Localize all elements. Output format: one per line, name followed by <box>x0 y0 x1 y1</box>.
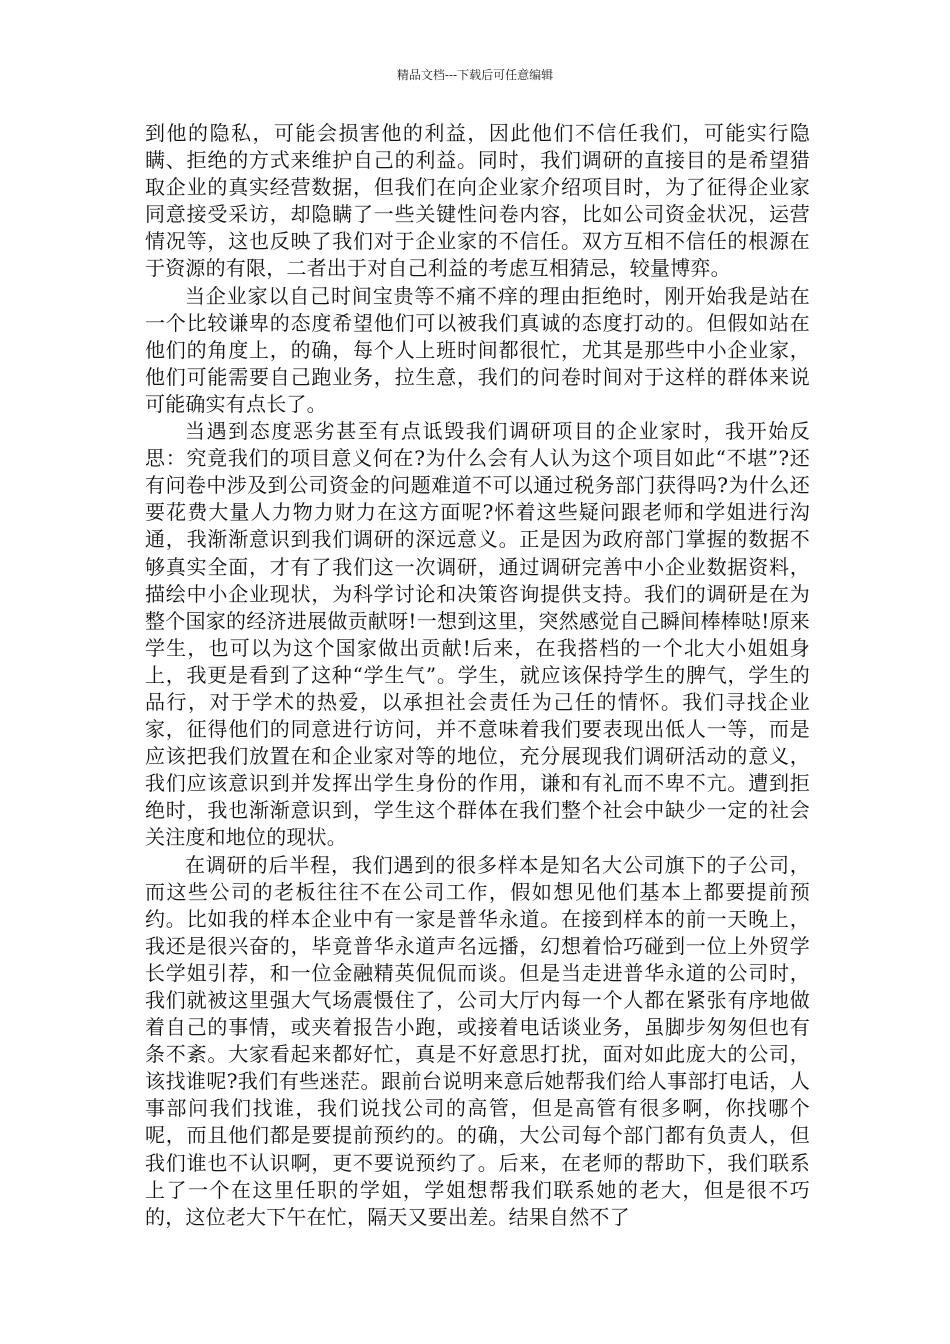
paragraph: 在调研的后半程，我们遇到的很多样本是知名大公司旗下的子公司，而这些公司的老板往往不在公司工作，假如想见他们基本上都要提前预约。比如我的样本企业中有一家是普华永道。在接到样本的前一天晚上，我还是很兴奋的，毕竟普华永道声名远播，幻想着恰巧碰到一位上外贸学长学姐引荐，和一位金融精英侃侃而谈。但是当走进普华永道的公司时，我们就被这里强大气场震慑住了，公司大厅内每一个人都在紧张有序地做着自己的事情，或夹着报告小跑，或接着电话谈业务，虽脚步匆匆但也有条不紊。大家看起来都好忙，真是不好意思打扰，面对如此庞大的公司，该找谁呢?我们有些迷茫。跟前台说明来意后她帮我们给人事部打电话，人事部问我们找谁，我们说找公司的高管，但是高管有很多啊，你找哪个呢，而且他们都是要提前预约的。的确，大公司每个部门都有负责人，但我们谁也不认识啊，更不要说预约了。后来，在老师的帮助下，我们联系上了一个在这里任职的学姐，学姐想帮我们联系她的老大，但是很不巧的，这位老大下午在忙，隔天又要出差。结果自然不了 <box>145 852 810 1229</box>
paragraph: 到他的隐私，可能会损害他的利益，因此他们不信任我们，可能实行隐瞒、拒绝的方式来维护自己的利益。同时，我们调研的直接目的是希望猎取企业的真实经营数据，但我们在向企业家介绍项目时，为了征得企业家同意接受采访，却隐瞒了一些关键性问卷内容，比如公司资金状况，运营情况等，这也反映了我们对于企业家的不信任。双方互相不信任的根源在于资源的有限，二者出于对自己利益的考虑互相猜忌，较量博弈。 <box>145 121 810 281</box>
paragraph: 当遇到态度恶劣甚至有点诋毁我们调研项目的企业家时，我开始反思：究竟我们的项目意义何在?为什么会有人认为这个项目如此“不堪”?还有问卷中涉及到公司资金的问题难道不可以通过税务部门获得吗?为什么还要花费大量人力物力财力在这方面呢?怀着这些疑问跟老师和学姐进行沟通，我渐渐意识到我们调研的深远意义。正是因为政府部门掌握的数据不够真实全面，才有了我们这一次调研，通过调研完善中小企业数据资料，描绘中小企业现状，为科学讨论和决策咨询提供支持。我们的调研是在为整个国家的经济进展做贡献呀!一想到这里，突然感觉自己瞬间棒棒哒!原来学生，也可以为这个国家做出贡献!后来，在我搭档的一个北大小姐姐身上，我更是看到了这种“学生气”。学生，就应该保持学生的脾气，学生的品行，对于学术的热爱，以承担社会责任为己任的情怀。我们寻找企业家，征得他们的同意进行访问，并不意味着我们要表现出低人一等，而是应该把我们放置在和企业家对等的地位，充分展现我们调研活动的意义，我们应该意识到并发挥出学生身份的作用，谦和有礼而不卑不亢。遭到拒绝时，我也渐渐意识到，学生这个群体在我们整个社会中缺少一定的社会关注度和地位的现状。 <box>145 419 810 850</box>
page-header: 精品文档---下载后可任意编辑 <box>396 68 554 82</box>
paragraph: 当企业家以自己时间宝贵等不痛不痒的理由拒绝时，刚开始我是站在一个比较谦卑的态度希望他们可以被我们真诚的态度打动的。但假如站在他们的角度上，的确，每个人上班时间都很忙，尤其是那些中小企业家，他们可能需要自己跑业务，拉生意，我们的问卷时间对于这样的群体来说可能确实有点长了。 <box>145 283 810 416</box>
document-body <box>145 120 810 1231</box>
